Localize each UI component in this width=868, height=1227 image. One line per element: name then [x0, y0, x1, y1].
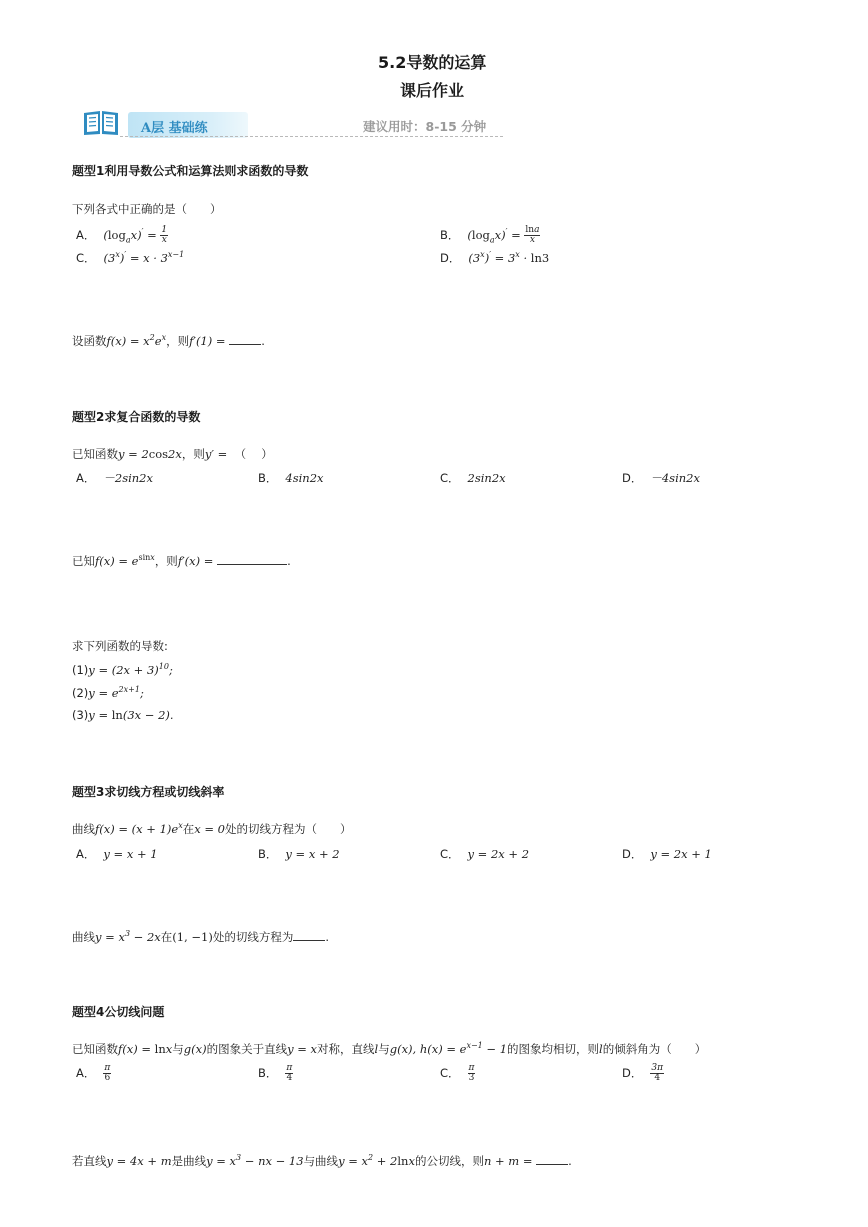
- question-8-stem: 已知函数f(x) = lnx与g(x)的图象关于直线y = x对称，直线l与g(x), $h(x) = e^{x-1} - 1$的图象均相切，则l的倾斜角为（ ）: [72, 1041, 707, 1056]
- question-5-part-2: $(2)y = e^{2x+1}$;: [72, 685, 144, 700]
- question-1-option-a: A． $(\log_ax)'$ = $\frac{1}{x}$: [76, 225, 168, 245]
- answer-blank[interactable]: [217, 554, 287, 565]
- question-8-option-a: A． $\frac{\pi}{6}$: [76, 1063, 111, 1083]
- q7-text: 在: [160, 930, 173, 944]
- q9-text: .: [568, 1154, 572, 1168]
- option-label: A．: [76, 847, 96, 861]
- q8-text: 的图象均相切，则: [507, 1042, 600, 1056]
- option-label: D．: [622, 471, 643, 485]
- question-8-option-c: C． $\frac{\pi}{3}$: [440, 1063, 475, 1083]
- banner-label: A层 基础练: [141, 121, 208, 136]
- section-heading-3: 题型3求切线方程或切线斜率: [72, 785, 225, 799]
- question-3-option-d: [622, 470, 700, 486]
- option-label: C．: [440, 847, 460, 861]
- option-label: C．: [440, 1066, 460, 1080]
- option-label: A．: [76, 227, 96, 242]
- question-5-part-1: $(1)y = (2x + 3)^{10}$;: [72, 662, 173, 677]
- q3-text: ，则: [181, 447, 205, 461]
- option-label: B．: [258, 1066, 278, 1080]
- q6-text: 在: [182, 822, 195, 836]
- q9-text: 与曲线: [303, 1154, 339, 1168]
- option-label: C．: [76, 251, 96, 265]
- option-label: D．: [440, 251, 461, 265]
- question-1-option-d: D． $(3^x)' = 3^x \cdot \ln 3$: [440, 250, 550, 265]
- question-3-stem: 已知函数y = 2cos2x，则y′ = （ ）: [72, 447, 273, 461]
- question-1-option-b: B． $(\log_ax)'$ = $\frac{\ln a}{x}$: [440, 225, 540, 245]
- q3-text: 已知函数: [72, 447, 118, 461]
- q9-text: 的公切线，则: [414, 1154, 484, 1168]
- q7-text: .: [325, 930, 329, 944]
- q6-text: 曲线: [72, 822, 95, 836]
- q8-text: 的图象关于直线: [206, 1042, 288, 1056]
- question-3-option-b: [258, 470, 324, 486]
- part-label: (3): [72, 708, 89, 722]
- q4-text: ，则: [154, 554, 178, 568]
- question-6-option-a: [76, 846, 158, 862]
- q2-text: .: [261, 334, 265, 348]
- part-label: (2): [72, 685, 89, 700]
- question-6-option-c: [440, 846, 529, 862]
- question-7: 曲线$y = x^3 - 2x$在(1, −1)处的切线方程为 .: [72, 929, 329, 944]
- question-9: 若直线y = 4x + m是曲线$y = x^3$ − nx − 13与曲线$y = x^2 + 2\ln x$的公切线，则n + m = .: [72, 1153, 572, 1168]
- q3-text: （ ）: [234, 447, 273, 461]
- question-6-option-d: [622, 846, 712, 862]
- page-subtitle: 课后作业: [400, 81, 465, 100]
- option-value: －4sin2x: [650, 471, 700, 485]
- option-label: C．: [440, 471, 460, 485]
- question-3-option-c: [440, 470, 506, 486]
- question-4: 已知$f(x) = e^{sinx}$，则f′(x) = .: [72, 553, 291, 568]
- option-value: y = x + 2: [285, 847, 340, 861]
- option-value: 4sin2x: [285, 471, 324, 485]
- question-8-option-b: B． $\frac{\pi}{4}$: [258, 1063, 293, 1083]
- option-value: y = x + 1: [103, 847, 158, 861]
- q8-text: 已知函数: [72, 1042, 118, 1056]
- question-6-option-b: [258, 846, 340, 862]
- q2-text: ，则: [166, 334, 190, 348]
- option-value: y = 2x + 2: [467, 847, 530, 861]
- page-title: 5.2导数的运算: [378, 53, 487, 72]
- q9-text: 若直线: [72, 1154, 107, 1168]
- time-hint: 建议用时：8-15 分钟: [363, 119, 487, 134]
- q4-text: 已知: [72, 554, 95, 568]
- q2-text: 设函数: [72, 334, 107, 348]
- answer-blank[interactable]: [293, 930, 325, 941]
- question-8-option-d: D． $\frac{3\pi}{4}$: [622, 1063, 664, 1083]
- option-label: A．: [76, 1066, 96, 1080]
- q8-text: 对称，直线: [317, 1042, 375, 1056]
- answer-blank[interactable]: [536, 1154, 568, 1165]
- section-heading-4: 题型4公切线问题: [72, 1005, 165, 1019]
- question-1-stem: 下列各式中正确的是（ ）: [72, 202, 222, 216]
- answer-blank[interactable]: [229, 334, 261, 345]
- question-5-stem: 求下列函数的导数:: [72, 639, 168, 653]
- section-heading-1: 题型1利用导数公式和运算法则求函数的导数: [72, 164, 309, 178]
- section-heading-2: 题型2求复合函数的导数: [72, 410, 201, 424]
- part-label: (1): [72, 662, 89, 677]
- question-5-part-3: (3)y = ln(3x − 2).: [72, 708, 174, 722]
- question-2: 设函数$f(x) = x^2e^x$，则f′(1) = .: [72, 333, 265, 348]
- q4-text: .: [287, 554, 291, 568]
- q8-text: 与: [172, 1042, 184, 1056]
- q7-text: 处的切线方程为: [212, 930, 294, 944]
- option-label: B．: [258, 471, 278, 485]
- option-label: D．: [622, 1066, 643, 1080]
- option-label: A．: [76, 471, 96, 485]
- q8-text: 的倾斜角为（ ）: [602, 1042, 707, 1056]
- option-label: B．: [440, 227, 460, 242]
- option-value: －2sin2x: [103, 471, 153, 485]
- book-icon: [81, 108, 121, 138]
- option-label: B．: [258, 847, 278, 861]
- q6-text: 处的切线方程为（ ）: [224, 822, 352, 836]
- q9-text: 是曲线: [171, 1154, 207, 1168]
- q7-text: 曲线: [72, 930, 95, 944]
- question-3-option-a: [76, 470, 153, 486]
- q8-text: 与: [378, 1042, 390, 1056]
- option-value: 2sin2x: [467, 471, 506, 485]
- option-value: y = 2x + 1: [650, 847, 712, 861]
- question-6-stem: 曲线$f(x) = (x + 1)e^x$在x = 0处的切线方程为（ ）: [72, 821, 352, 836]
- option-label: D．: [622, 847, 643, 861]
- banner-divider: [120, 136, 503, 137]
- question-1-option-c: C． $(3^x)' = x \cdot 3^{x-1}$: [76, 250, 185, 265]
